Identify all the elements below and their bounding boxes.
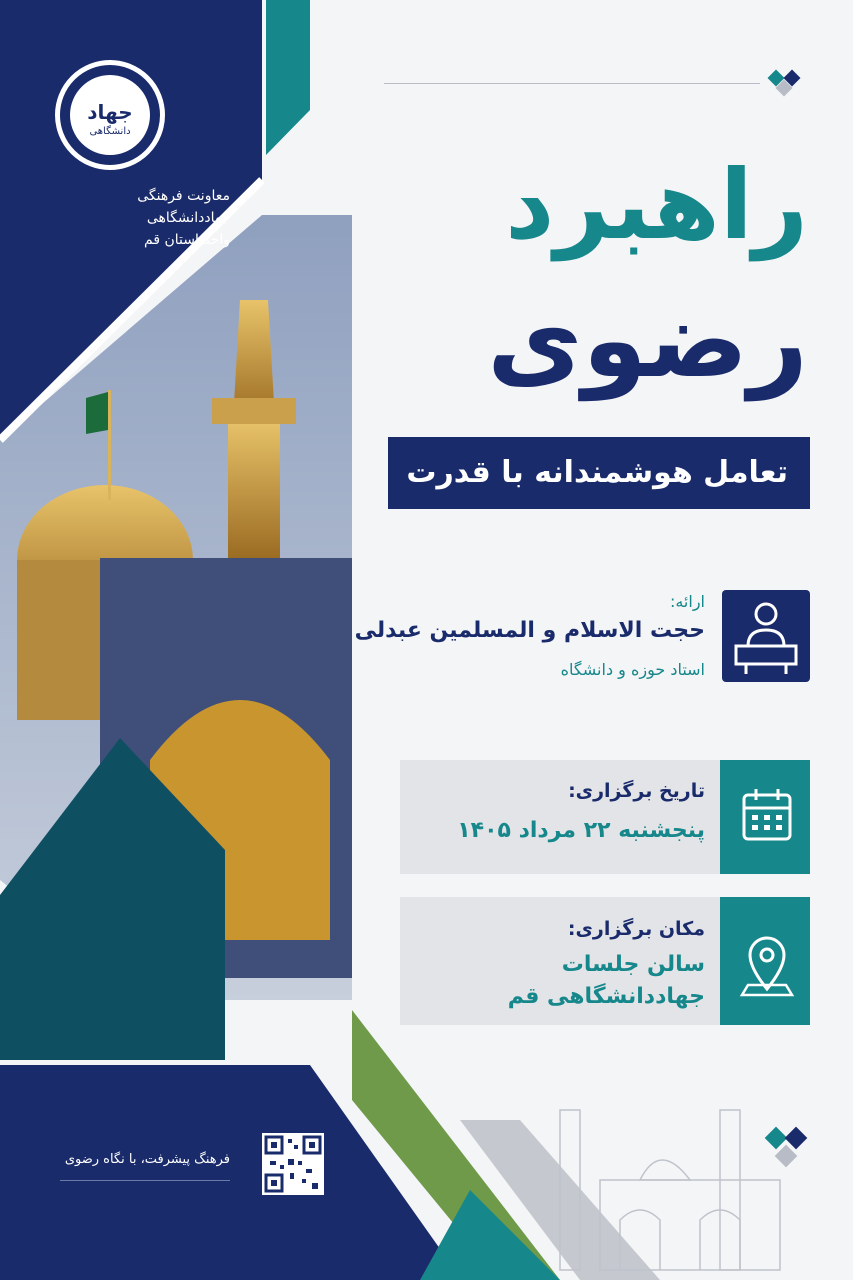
logo-text: جهاد bbox=[87, 100, 133, 124]
org-line: معاونت فرهنگی bbox=[137, 188, 230, 204]
location-pin-icon bbox=[724, 897, 810, 1025]
subtitle: تعامل هوشمندانه با قدرت bbox=[406, 455, 788, 490]
footer-divider bbox=[60, 1180, 230, 1181]
title-line-2: رضوی bbox=[487, 279, 808, 401]
venue-line-1: سالن جلسات bbox=[561, 952, 705, 977]
date-label: تاریخ برگزاری: bbox=[568, 780, 705, 802]
date-card bbox=[400, 760, 720, 874]
date-value: پنجشنبه ۲۲ مرداد ۱۴۰۵ bbox=[457, 818, 705, 843]
org-line: جهاددانشگاهی bbox=[146, 210, 230, 226]
top-divider bbox=[384, 83, 760, 84]
calendar-icon bbox=[724, 760, 810, 874]
logo-subtext: دانشگاهی bbox=[89, 126, 131, 137]
venue-label: مکان برگزاری: bbox=[567, 918, 705, 940]
title-line-1: راهبرد bbox=[505, 149, 808, 261]
org-line: واحد استان قم bbox=[144, 232, 230, 248]
presenter-label: ارائه: bbox=[669, 592, 705, 611]
footer-slogan: فرهنگ پیشرفت، با نگاه رضوی bbox=[64, 1152, 230, 1167]
organization-name bbox=[40, 185, 230, 251]
presenter-role: استاد حوزه و دانشگاه bbox=[560, 660, 705, 679]
presenter-name: حجت الاسلام و المسلمین عبدلی bbox=[354, 618, 705, 643]
presenter-icon bbox=[722, 590, 810, 682]
venue-line-2: جهاددانشگاهی قم bbox=[507, 984, 705, 1009]
qr-code-icon[interactable] bbox=[262, 1133, 324, 1195]
